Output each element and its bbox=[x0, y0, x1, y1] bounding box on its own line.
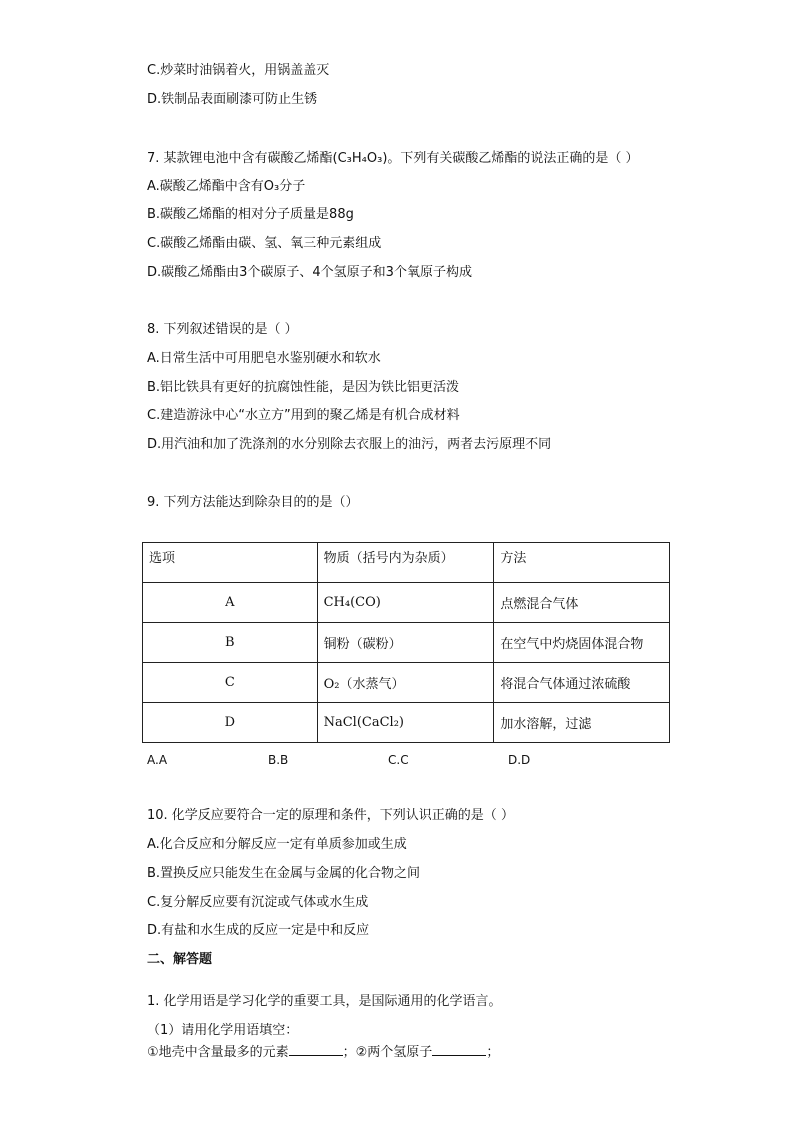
table-cell: 加水溶解，过滤 bbox=[494, 703, 670, 743]
section-title: 二、解答题 bbox=[147, 952, 213, 967]
q10-option-a: A.化合反应和分解反应一定有单质参加或生成 bbox=[147, 837, 407, 852]
table-cell: 点燃混合气体 bbox=[494, 583, 670, 623]
header-cell: 选项 bbox=[143, 543, 318, 583]
q10-stem: 10. 化学反应要符合一定的原理和条件，下列认识正确的是（ ） bbox=[147, 808, 514, 823]
table-cell: CH₄(CO) bbox=[317, 583, 494, 623]
answer-blank-2[interactable] bbox=[432, 1043, 486, 1056]
q7-option-b: B.碳酸乙烯酯的相对分子质量是88g bbox=[147, 207, 354, 222]
q6-option-c: C.炒菜时油锅着火，用锅盖盖灭 bbox=[147, 63, 330, 78]
q10-option-b: B.置换反应只能发生在金属与金属的化合物之间 bbox=[147, 866, 421, 881]
answer-blank-1[interactable] bbox=[289, 1043, 343, 1056]
q9-stem: 9. 下列方法能达到除杂目的的是（） bbox=[147, 495, 359, 510]
table-cell: A bbox=[143, 583, 318, 623]
table-cell: B bbox=[143, 623, 318, 663]
q9-table bbox=[142, 542, 670, 743]
q10-option-c: C.复分解反应要有沉淀或气体或水生成 bbox=[147, 895, 369, 910]
q7-option-a: A.碳酸乙烯酯中含有O₃分子 bbox=[147, 179, 306, 194]
q7-option-d: D.碳酸乙烯酯由3个碳原子、4个氢原子和3个氧原子构成 bbox=[147, 265, 472, 280]
table-header-row bbox=[143, 543, 670, 583]
table-row bbox=[143, 663, 670, 703]
table-row bbox=[143, 623, 670, 663]
q7-stem: 7. 某款锂电池中含有碳酸乙烯酯(C₃H₄O₃)。下列有关碳酸乙烯酯的说法正确的是（ ） bbox=[147, 151, 639, 166]
q9-answer-d: D.D bbox=[508, 753, 531, 767]
q8-stem: 8. 下列叙述错误的是（ ） bbox=[147, 322, 298, 337]
q9-answer-b: B.B bbox=[268, 753, 289, 767]
table-cell: NaCl(CaCl₂) bbox=[317, 703, 494, 743]
header-cell: 物质（括号内为杂质） bbox=[317, 543, 494, 583]
s2-q1-part1: ①地壳中含量最多的元素 bbox=[147, 1045, 289, 1060]
table-row bbox=[143, 703, 670, 743]
table-row bbox=[143, 583, 670, 623]
s2-q1-end: ； bbox=[486, 1045, 500, 1060]
q10-option-d: D.有盐和水生成的反应一定是中和反应 bbox=[147, 923, 370, 938]
q8-option-b: B.铝比铁具有更好的抗腐蚀性能，是因为铁比铝更活泼 bbox=[147, 380, 460, 395]
q9-answer-c: C.C bbox=[388, 753, 409, 767]
table-cell: 在空气中灼烧固体混合物 bbox=[494, 623, 670, 663]
s2-q1-stem: 1. 化学用语是学习化学的重要工具，是国际通用的化学语言。 bbox=[147, 994, 502, 1009]
table-cell: 铜粉（碳粉） bbox=[317, 623, 494, 663]
table-cell: 将混合气体通过浓硫酸 bbox=[494, 663, 670, 703]
header-cell: 方法 bbox=[494, 543, 670, 583]
s2-q1-fill-line bbox=[147, 1043, 499, 1062]
q7-option-c: C.碳酸乙烯酯由碳、氢、氧三种元素组成 bbox=[147, 236, 382, 251]
q8-option-d: D.用汽油和加了洗涤剂的水分别除去衣服上的油污，两者去污原理不同 bbox=[147, 437, 552, 452]
q8-option-a: A.日常生活中可用肥皂水鉴别硬水和软水 bbox=[147, 351, 381, 366]
s2-q1-sep: ；②两个氢原子 bbox=[342, 1045, 433, 1060]
table-cell: C bbox=[143, 663, 318, 703]
q9-answer-a: A.A bbox=[147, 753, 168, 767]
s2-q1-sub1: （1）请用化学用语填空： bbox=[147, 1023, 299, 1038]
table-cell: D bbox=[143, 703, 318, 743]
q6-option-d: D.铁制品表面刷漆可防止生锈 bbox=[147, 92, 318, 107]
q8-option-c: C.建造游泳中心“水立方”用到的聚乙烯是有机合成材料 bbox=[147, 408, 460, 423]
table-cell: O₂（水蒸气） bbox=[317, 663, 494, 703]
